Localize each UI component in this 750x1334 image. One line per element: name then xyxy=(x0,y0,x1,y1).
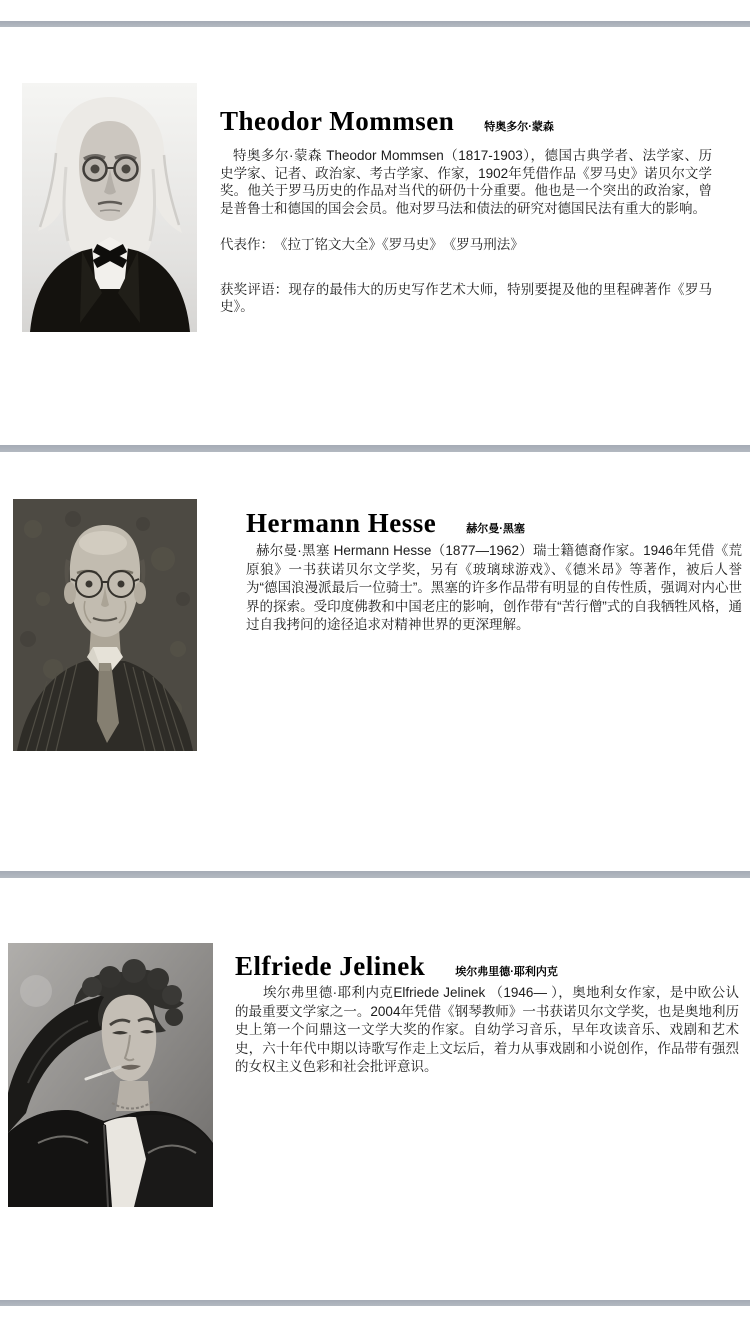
section-divider-bar xyxy=(0,445,750,452)
jelinek-title-en: Elfriede Jelinek xyxy=(235,951,426,981)
mommsen-title-en: Theodor Mommsen xyxy=(220,106,455,136)
hesse-portrait-photo xyxy=(13,499,197,751)
hesse-title-zh: 赫尔曼·黑塞 xyxy=(466,523,525,535)
mommsen-title-zh: 特奥多尔·蒙森 xyxy=(484,121,554,133)
mommsen-portrait-photo xyxy=(22,83,197,332)
mommsen-award-paragraph: 获奖评语：现存的最伟大的历史写作艺术大师，特别要提及他的里程碑著作《罗马史》。 xyxy=(220,281,712,314)
hesse-text-block xyxy=(246,508,742,635)
jelinek-portrait-photo xyxy=(8,943,213,1207)
jelinek-title-row xyxy=(235,951,739,981)
jelinek-title-zh: 埃尔弗里德·耶利内克 xyxy=(455,966,558,978)
hesse-bio-paragraph: 赫尔曼·黑塞 Hermann Hesse（1877—1962）瑞士籍德裔作家。1946年凭借《荒原狼》一书获诺贝尔文学奖，另有《玻璃球游戏》、《德米昂》等著作，被后人誉为“德国浪漫派最后一位骑士”。黑塞的许多作品带有明显的自传性质，强调对内心世界的探索。受印度佛教和中国老庄的影响，创作带有“苦行僧”式的自我牺牲风格，通过自我拷问的途径追求对精神世界的更深理解。 xyxy=(246,543,742,632)
jelinek-bio-paragraph: 埃尔弗里德·耶利内克Elfriede Jelinek （1946— ），奥地利女作家，是中欧公认的最重要文学家之一。2004年凭借《钢琴教师》一书获诺贝尔文学奖，也是奥地利历史上第一个问鼎这一文学大奖的作家。自幼学习音乐，早年攻读音乐、戏剧和艺术史，六十年代中期以诗歌写作走上文坛后，着力从事戏剧和小说创作，作品带有强烈的女权主义色彩和社会批评意识。 xyxy=(235,985,739,1074)
hesse-title-en: Hermann Hesse xyxy=(246,508,437,538)
jelinek-text-block xyxy=(235,951,739,1077)
mommsen-title-row xyxy=(220,106,712,136)
section-divider-bar xyxy=(0,871,750,878)
top-divider-bar xyxy=(0,21,750,27)
mommsen-text-block xyxy=(220,106,712,316)
mommsen-bio-paragraph: 特奥多尔·蒙森 Theodor Mommsen（1817-1903），德国古典学者、法学家、历史学家、记者、政治家、考古学家、作家，1902年凭借作品《罗马史》诺贝尔文学奖。他关于罗马历史的作品对当代的研仍十分重要。他也是一个突出的政治家，曾是普鲁士和德国的国会会员。他对罗马法和债法的研究对德国民法有重大的影响。 xyxy=(220,148,712,216)
bottom-divider-bar xyxy=(0,1300,750,1306)
mommsen-works-paragraph: 代表作： 《拉丁铭文大全》《罗马史》 《罗马刑法》 xyxy=(220,237,524,252)
hesse-title-row xyxy=(246,508,742,538)
